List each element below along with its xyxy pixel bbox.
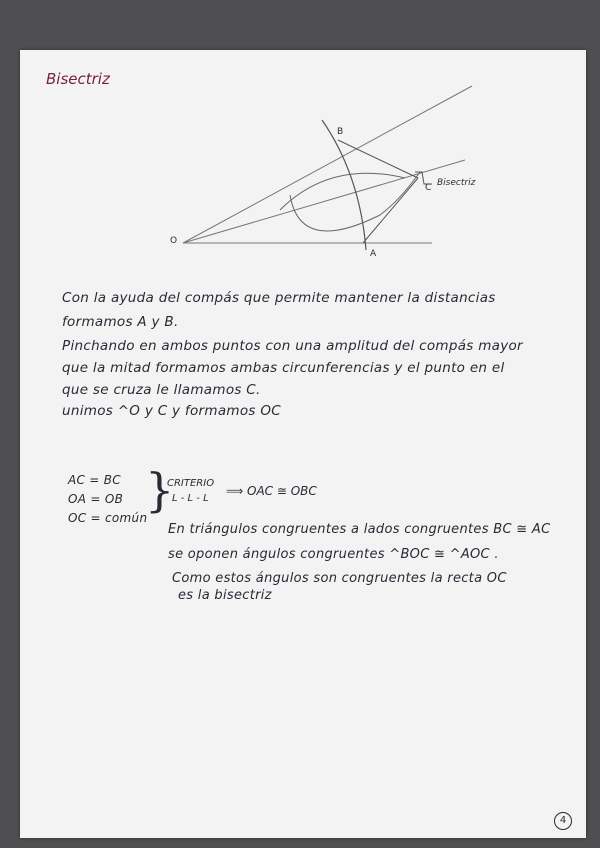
- criterio-rule: L - L - L: [172, 493, 209, 504]
- conclusion-line-4: es la bisectriz: [178, 588, 272, 603]
- equality-oc-common: OC = común: [68, 511, 148, 525]
- page-title: Bisectriz: [46, 70, 110, 88]
- arc-from-a: [280, 173, 405, 210]
- point-b-label: B: [337, 127, 344, 137]
- page-number: 4: [554, 812, 572, 830]
- text-line-1: Con la ayuda del compás que permite mantener la distancias: [62, 290, 496, 306]
- grouping-brace: }: [145, 463, 175, 517]
- point-a-label: A: [370, 249, 377, 259]
- equality-oa-ob: OA = OB: [68, 492, 124, 506]
- bisectriz-label: Bisectriz: [437, 178, 476, 188]
- ray-ob: [183, 86, 472, 243]
- point-o-label: O: [170, 236, 178, 246]
- text-line-4: que la mitad formamos ambas circunferencias y el punto en el: [62, 360, 505, 376]
- criterio-label: CRITERIO: [167, 478, 215, 489]
- conclusion-line-1: En triángulos congruentes a lados congruentes BC ≅ AC: [168, 522, 551, 537]
- conclusion-line-3: Como estos ángulos son congruentes la recta OC: [172, 571, 507, 586]
- conclusion-line-2: se oponen ángulos congruentes ^BOC ≅ ^AOC .: [168, 547, 499, 562]
- point-c-label: C: [425, 183, 432, 193]
- text-line-2: formamos A y B.: [62, 314, 179, 330]
- arc-from-b: [290, 172, 420, 231]
- equality-ac-bc: AC = BC: [68, 473, 121, 487]
- segment-bc: [338, 140, 418, 178]
- congruence-result: ⟹ OAC ≅ OBC: [226, 484, 317, 498]
- text-line-5: que se cruza le llamamos C.: [62, 382, 261, 398]
- text-line-6: unimos ^O y C y formamos OC: [62, 403, 281, 419]
- text-line-3: Pinchando en ambos puntos con una amplitud del compás mayor: [62, 338, 523, 354]
